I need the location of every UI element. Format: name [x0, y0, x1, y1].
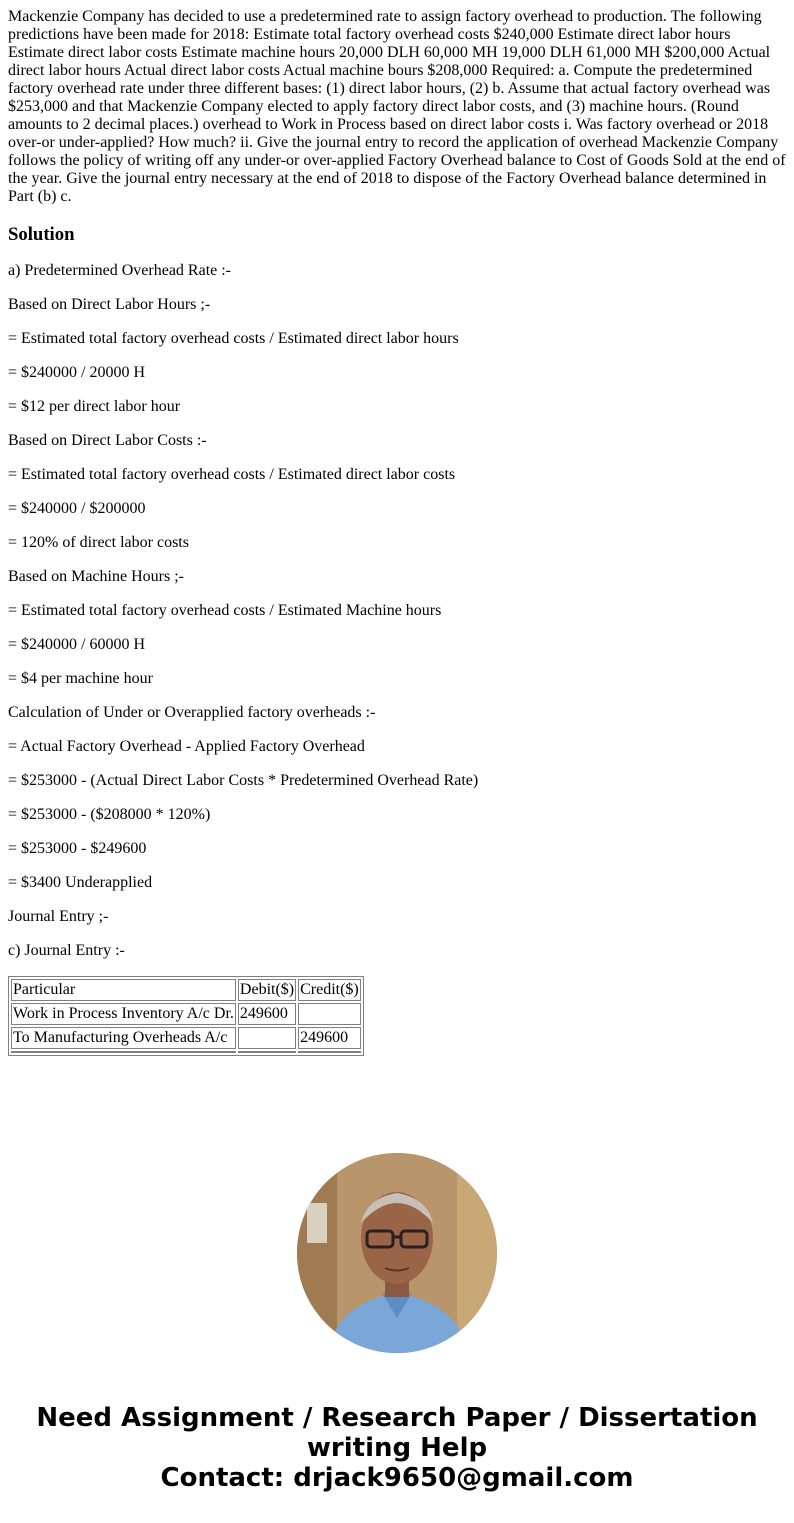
- solution-line: = $253000 - (Actual Direct Labor Costs * Predetermined Overhead Rate): [8, 772, 479, 789]
- portrait-illustration: [297, 1153, 497, 1353]
- journal-entry-table: [8, 976, 364, 1056]
- solution-line: Calculation of Under or Overapplied factory overheads :-: [8, 704, 376, 721]
- empty-cell: [298, 1051, 361, 1053]
- solution-body: [8, 262, 786, 960]
- solution-line: = $4 per machine hour: [8, 670, 153, 687]
- empty-cell: [11, 1051, 236, 1053]
- solution-heading: Solution: [8, 224, 75, 245]
- solution-line: Journal Entry ;-: [8, 908, 109, 925]
- header-credit: Credit($): [298, 979, 361, 1001]
- solution-line: = Estimated total factory overhead costs / Estimated direct labor costs: [8, 466, 456, 483]
- solution-line: = $253000 - ($208000 * 120%): [8, 806, 211, 823]
- solution-line: = 120% of direct labor costs: [8, 534, 189, 551]
- solution-line: Based on Direct Labor Hours ;-: [8, 296, 211, 313]
- question-text: Mackenzie Company has decided to use a predetermined rate to assign factory overhead to production. The following predictions have been made for 2018: Estimate total factory overhead costs $240,000 Estimate direct labor hours Estimate direct labor costs Estimate machine hours 20,000 DLH 60,000 MH 19,000 DLH 61,000 MH $200,000 Actual direct labor hours Actual direct labor costs Actual machine bours $208,000 Required: a. Compute the predetermined factory overhead rate under three different bases: (1) direct labor hours, (2) b. Assume that actual factory overhead was $253,000 and that Mackenzie Company elected to apply factory direct labor costs, and (3) machine hours. (Round amounts to 2 decimal places.) overhead to Work in Process based on direct labor costs i. Was factory overhead or 2018 over-or under-applied? How much? ii. Give the journal entry to record the application of overhead Mackenzie Company follows the policy of writing off any under-or over-applied Factory Overhead balance to Cost of Goods Sold at the end of the year. Give the journal entry necessary at the end of 2018 to dispose of the Factory Overhead balance determined in Part (b) c.: [8, 8, 786, 205]
- solution-line: Based on Direct Labor Costs :-: [8, 432, 207, 449]
- promo-line-1: Need Assignment / Research Paper / Dissertation: [36, 1403, 758, 1433]
- solution-line: = Estimated total factory overhead costs / Estimated direct labor hours: [8, 330, 459, 347]
- author-photo: [297, 1153, 497, 1353]
- solution-line: = $240000 / 20000 H: [8, 364, 146, 381]
- cell-credit: [298, 1003, 361, 1025]
- solution-line: c) Journal Entry :-: [8, 942, 125, 959]
- table-header-row: [11, 979, 361, 1001]
- table-row: [11, 1003, 361, 1025]
- solution-line: = $240000 / 60000 H: [8, 636, 146, 653]
- solution-line: = $253000 - $249600: [8, 840, 147, 857]
- table-empty-row: [11, 1051, 361, 1053]
- cell-debit: [238, 1027, 296, 1049]
- solution-line: Based on Machine Hours ;-: [8, 568, 184, 585]
- solution-line: = $12 per direct labor hour: [8, 398, 181, 415]
- header-debit: Debit($): [238, 979, 296, 1001]
- solution-line: a) Predetermined Overhead Rate :-: [8, 262, 232, 279]
- promo-line-2: writing Help: [306, 1433, 488, 1463]
- solution-line: = $3400 Underapplied: [8, 874, 153, 891]
- table-row: [11, 1027, 361, 1049]
- cell-debit: 249600: [238, 1003, 296, 1025]
- empty-cell: [238, 1051, 296, 1053]
- cell-particular: Work in Process Inventory A/c Dr.: [11, 1003, 236, 1025]
- promo-contact: Contact: drjack9650@gmail.com: [160, 1463, 634, 1493]
- cell-credit: 249600: [298, 1027, 361, 1049]
- promo-banner: [0, 1403, 794, 1493]
- cell-particular: To Manufacturing Overheads A/c: [11, 1027, 236, 1049]
- header-particular: Particular: [11, 979, 236, 1001]
- solution-line: = Actual Factory Overhead - Applied Factory Overhead: [8, 738, 365, 755]
- solution-line: = Estimated total factory overhead costs / Estimated Machine hours: [8, 602, 442, 619]
- solution-line: = $240000 / $200000: [8, 500, 146, 517]
